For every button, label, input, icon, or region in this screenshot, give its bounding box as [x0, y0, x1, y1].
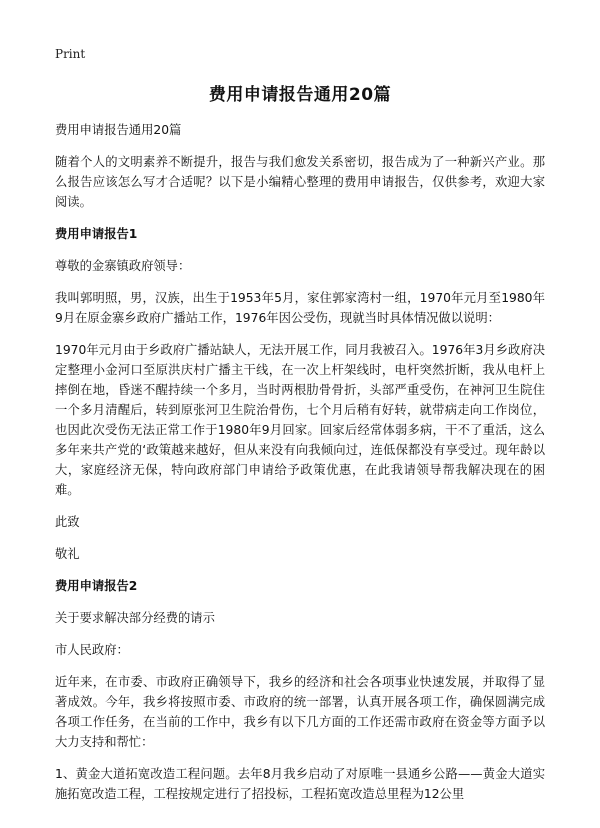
report2-paragraph-2: 1、黄金大道拓宽改造工程问题。去年8月我乡启动了对原唯一县通乡公路——黄金大道实施拓宽改造工程，工程按规定进行了招投标，工程拓宽改造总里程为12公里 — [55, 767, 545, 801]
print-label[interactable]: Print — [55, 47, 86, 61]
report2-heading: 费用申请报告2 — [55, 579, 138, 593]
report2-paragraph-1: 近年来，在市委、市政府正确领导下，我乡的经济和社会各项事业快速发展，并取得了显著成效。今年，我乡将按照市委、市政府的统一部署，认真开展各项工作，确保圆满完成各项工作任务，在当前的工作中，我乡有以下几方面的工作还需市政府在资金等方面予以大力支持和帮忙： — [55, 675, 545, 749]
report1-paragraph-1: 我叫郭明照，男，汉族，出生于1953年5月，家住郭家湾村一组，1970年元月至1980年9月在原金寨乡政府广播站工作，1976年因公受伤，现就当时具体情况做以说明： — [55, 291, 545, 325]
document-body — [55, 120, 545, 816]
report2-salutation: 市人民政府： — [55, 643, 129, 657]
report1-closing-2: 敬礼 — [55, 547, 80, 561]
report1-paragraph-2: 1970年元月由于乡政府广播站缺人，无法开展工作，同月我被召入。1976年3月乡政府决定整理小金河口至原洪庆村广播主干线，在一次上杆架线时，电杆突然折断，我从电杆上摔倒在地，昏迷不醒持续一个多月，当时两根肋骨骨折，头部严重受伤，在神河卫生院住一个多月清醒后，转到原张河卫生院治骨伤，七个月后稍有好转，就带病走向工作岗位，也因此次受伤无法正常工作于1980年9月回家。回家后经常体弱多病，干不了重活，这么多年来共产党的‘政策越来越好，但从来没有向我倾向过，连低保都没有享受过。现年龄以大，家庭经济无保，特向政府部门申请给予政策优惠，在此我请领导帮我解决现在的困难。 — [55, 343, 545, 497]
intro-subtitle: 费用申请报告通用20篇 — [55, 123, 182, 137]
report1-heading: 费用申请报告1 — [55, 227, 138, 241]
report2-subject: 关于要求解决部分经费的请示 — [55, 611, 215, 625]
page-title: 费用申请报告通用20篇 — [208, 85, 392, 105]
report1-closing-1: 此致 — [55, 515, 80, 529]
report1-salutation: 尊敬的金寨镇政府领导： — [55, 259, 191, 273]
intro-paragraph: 随着个人的文明素养不断提升，报告与我们愈发关系密切，报告成为了一种新兴产业。那么报告应该怎么写才合适呢？以下是小编精心整理的费用申请报告，仅供参考，欢迎大家阅读。 — [55, 155, 545, 209]
